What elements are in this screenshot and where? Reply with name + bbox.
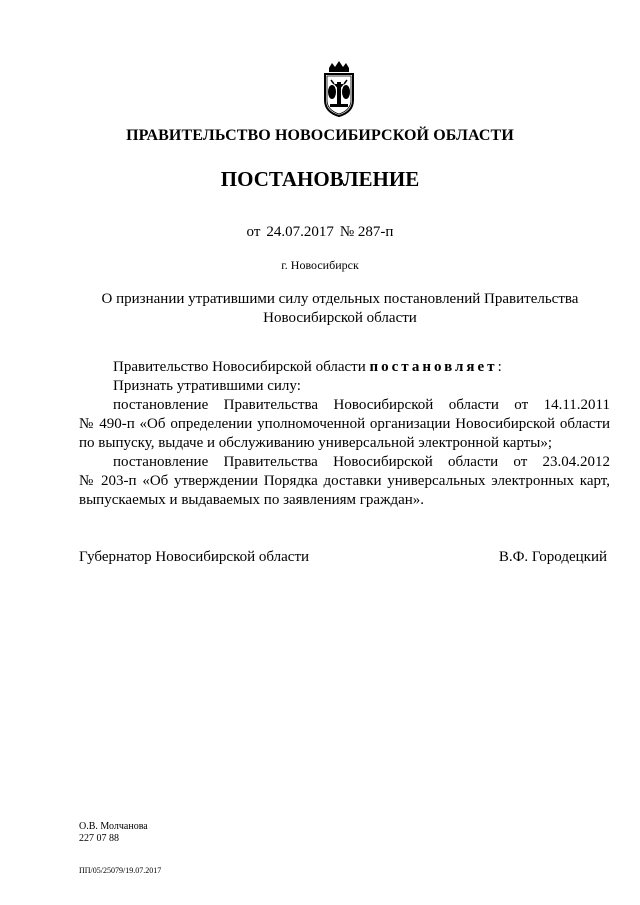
date-line bbox=[0, 224, 640, 241]
registration-number: ПП/05/25079/19.07.2017 bbox=[79, 866, 162, 875]
executor-name: О.В. Молчанова bbox=[79, 821, 148, 832]
document-date: 24.07.2017 bbox=[266, 224, 334, 240]
intro-text: Правительство Новосибирской области bbox=[113, 359, 370, 375]
title-line: О признании утратившими силу отдельных постановлений Правительства bbox=[101, 291, 579, 307]
document-body bbox=[79, 358, 610, 510]
executor-phone: 227 07 88 bbox=[79, 833, 119, 844]
signatory-name: В.Ф. Городецкий bbox=[498, 549, 607, 565]
item-line: № 203-п «Об утверждении Порядка доставки универсальных электронных карт, bbox=[79, 473, 610, 489]
item-line: по выпуску, выдаче и обслуживанию универсальной электронной карты»; bbox=[79, 435, 553, 451]
declare-paragraph: Признать утратившими силу: bbox=[113, 378, 301, 394]
intro-colon: : bbox=[497, 359, 502, 375]
document-title bbox=[70, 290, 610, 328]
document-number: № 287-п bbox=[339, 224, 394, 240]
document-type: ПОСТАНОВЛЕНИЕ bbox=[220, 167, 420, 191]
coat-of-arms-icon bbox=[316, 60, 362, 118]
item-line: постановление Правительства Новосибирской области от 23.04.2012 bbox=[113, 454, 610, 470]
intro-verb: постановляет bbox=[369, 359, 498, 375]
item-line: выпускаемых и выдаваемых по заявлениям граждан». bbox=[79, 492, 425, 508]
item-line: постановление Правительства Новосибирской области от 14.11.2011 bbox=[113, 397, 610, 413]
signatory-position: Губернатор Новосибирской области bbox=[79, 549, 310, 565]
date-prefix: от bbox=[246, 224, 261, 240]
item-line: № 490-п «Об определении уполномоченной организации Новосибирской области bbox=[79, 416, 610, 432]
intro-paragraph bbox=[79, 358, 610, 377]
title-line: Новосибирской области bbox=[263, 310, 417, 326]
city: г. Новосибирск bbox=[281, 258, 359, 272]
organization-name: ПРАВИТЕЛЬСТВО НОВОСИБИРСКОЙ ОБЛАСТИ bbox=[126, 127, 514, 144]
